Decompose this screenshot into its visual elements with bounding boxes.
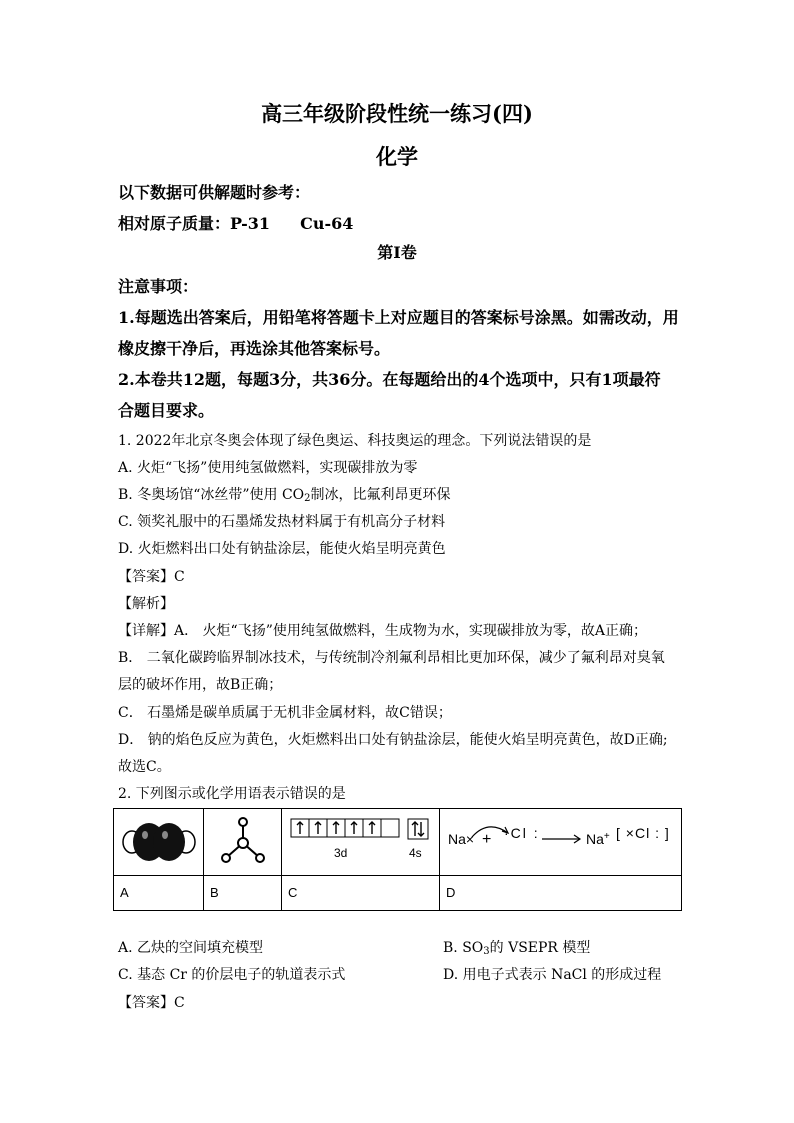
atomic-mass-line <box>118 211 353 234</box>
q1-option-a: A. 火炬“飞扬”使用纯氢做燃料，实现碳排放为零 <box>118 460 418 476</box>
cell-b <box>204 809 282 910</box>
notice-title: 注意事项： <box>118 277 199 296</box>
q1-detail-b1: B． 二氧化碳跨临界制冰技术，与传统制冷剂氟利昂相比更加环保，减少了氟利昂对臭氧 <box>118 650 665 666</box>
notice-2a: 2.本卷共12题，每题3分，共36分。在每题给出的4个选项中，只有1项最符 <box>118 370 661 389</box>
q1-option-c: C. 领奖礼服中的石墨烯发热材料属于有机高分子材料 <box>118 514 446 530</box>
acetylene-space-filling-model <box>118 815 200 871</box>
eq-na-ion: Na+ <box>586 831 610 847</box>
q2-option-c: C. 基态 Cr 的价层电子的轨道表示式 <box>118 967 346 983</box>
q1-detail-b2: 层的破坏作用，故B正确； <box>118 677 283 693</box>
eq-plus: + <box>482 831 492 848</box>
section-title: 第I卷 <box>377 243 417 262</box>
reaction-arrow <box>540 833 584 845</box>
q1-detail-d: D． 钠的焰色反应为黄色，火炬燃料出口处有钠盐涂层，能使火焰呈明亮黄色，故D正确; <box>118 732 668 748</box>
q2-option-b: B. $SO_3$的 VSEPR 模型 <box>443 940 591 957</box>
q2-figure-table <box>113 808 682 911</box>
q1-answer: 【答案】C <box>118 569 185 585</box>
q2-answer: 【答案】C <box>118 995 185 1011</box>
cell-a <box>114 809 204 910</box>
cell-label-b: B <box>210 885 219 900</box>
notice-1b: 橡皮擦干净后，再选涂其他答案标号。 <box>118 339 391 358</box>
cell-label-a: A <box>120 885 129 900</box>
notice-1a: 1.每题选出答案后，用铅笔将答题卡上对应题目的答案标号涂黑。如需改动，用 <box>118 308 679 327</box>
eq-na-atom: Na× <box>448 831 475 847</box>
q1-stem: 1. 2022年北京冬奥会体现了绿色奥运、科技奥运的理念。下列说法错误的是 <box>118 433 592 449</box>
q1-detail-c: C． 石墨烯是碳单质属于无机非金属材料，故C错误； <box>118 705 452 721</box>
q1-analysis-tag: 【解析】 <box>118 596 174 612</box>
q1-option-d: D. 火炬燃料出口处有钠盐涂层，能使火焰呈明亮黄色 <box>118 541 446 557</box>
reference-note: 以下数据可供解题时参考： <box>118 183 311 202</box>
q1-detail-a: 【详解】A． 火炬“飞扬”使用纯氢做燃料，生成物为水，实现碳排放为零，故A正确； <box>118 623 647 639</box>
orbital-label-3d: 3d <box>334 846 348 860</box>
atomic-mass-cu: Cu-64 <box>300 214 354 233</box>
cell-label-d: D <box>446 885 456 900</box>
cell-label-c: C <box>288 885 298 900</box>
subject-title: 化学 <box>376 144 418 169</box>
q1-option-b: B. 冬奥场馆“冰丝带”使用 $CO_2$制冰，比氟利昂更环保 <box>118 487 451 504</box>
cell-c <box>282 809 440 910</box>
atomic-mass-p: 相对原子质量：P-31 <box>118 214 271 233</box>
eq-cl-atom: ·Cl : <box>504 825 540 841</box>
cell-d <box>440 809 681 910</box>
q2-option-d: D. 用电子式表示 NaCl 的形成过程 <box>443 967 662 983</box>
eq-cl-ion: [ ×Cl : ] <box>616 825 670 841</box>
page-title: 高三年级阶段性统一练习(四) <box>261 101 533 126</box>
q2-option-a: A. 乙炔的空间填充模型 <box>118 940 264 956</box>
notice-2b: 合题目要求。 <box>118 401 215 420</box>
q1-conclusion: 故选C。 <box>118 759 171 775</box>
so3-vsepr-model <box>216 813 270 871</box>
q2-stem: 2. 下列图示或化学用语表示错误的是 <box>118 786 346 802</box>
orbital-label-4s: 4s <box>409 846 422 860</box>
